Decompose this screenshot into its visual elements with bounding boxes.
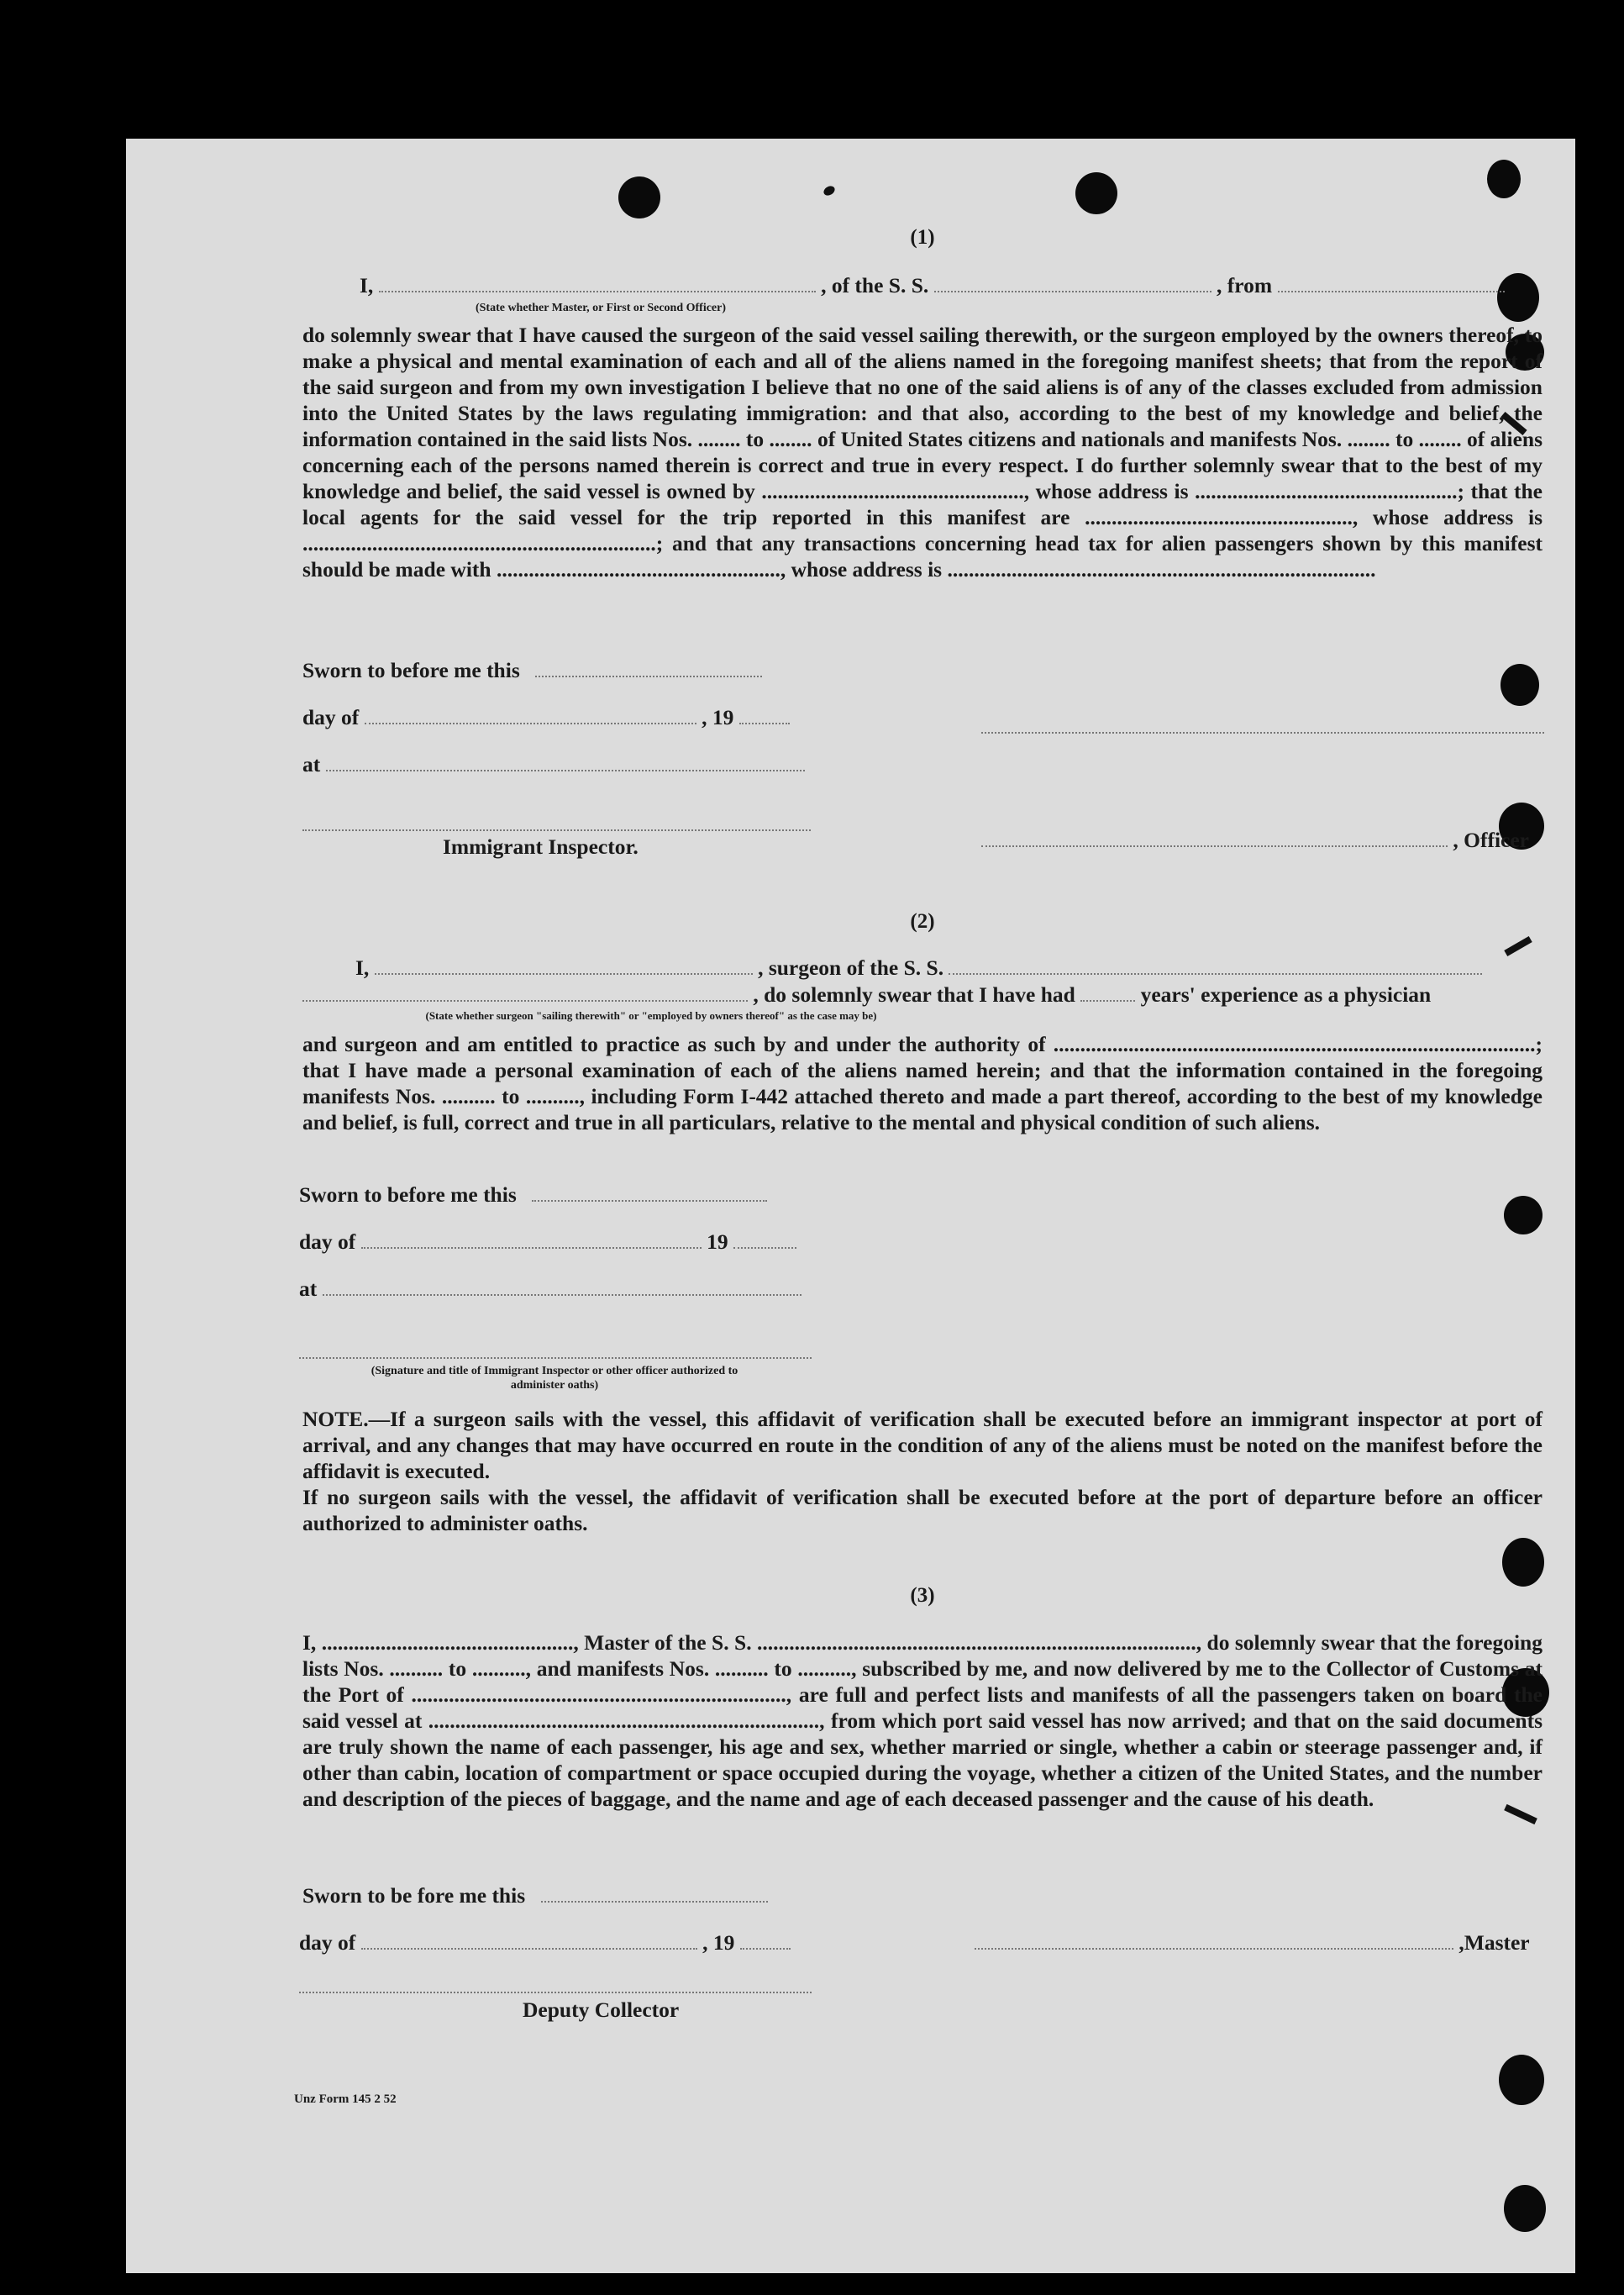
blank-line [541,1900,768,1903]
blank-line [949,972,1482,975]
text: , 19 [702,1930,735,1955]
blank-line [326,769,805,771]
text: , of the S. S. [821,273,929,297]
text: at [299,1276,318,1301]
section-2-caption: (State whether surgeon "sailing therewith" or "employed by owners thereof" as the case may be) [425,1009,877,1022]
section-1-header-line [302,273,1505,298]
at-line-1 [302,752,805,777]
punch-hole [1504,2185,1546,2232]
at-line-2 [299,1276,801,1302]
text: day of [299,1930,356,1955]
blank-line [365,722,696,724]
text: day of [302,705,360,729]
signature-line [981,732,1544,734]
master-line [975,1930,1530,1955]
blank-line [379,290,816,292]
section-2-line-1 [302,955,1482,981]
document-page [126,139,1575,2273]
section-3-text: I, ..............................................., Master of the S. S. .................................................................................., do solemnly swear that the foregoing lists Nos. .......... to .........., and manifests Nos. .......... to .........., subscribed by me, and now delivered by me to the Collector of Customs at the Port of ......................................................................, are full and perfect lists and manifests of all the passengers taken on board the said vessel at ........................................................................., from which port said vessel has now arrived; and that on the said documents are truly shown the name of each passenger, his age and sex, whether married or single, whether a cabin or steerage passenger and, if other than cabin, location of compartment or space occupied during the voyage, whether a citizen of the United States, and the number and description of the pieces of baggage, and the name and age of each deceased passenger and the cause of his death. [302,1630,1543,1811]
text: Sworn to before me this [302,658,520,682]
text: Sworn to be fore me this [302,1883,526,1908]
blank-line [375,972,753,975]
text: , 19 [702,705,734,729]
text: I, [360,273,374,297]
inspector-signature-line [302,829,811,831]
section-3-body [302,1629,1543,1812]
ink-mark [822,184,836,197]
sworn-line-2 [299,1182,767,1208]
text: ,Master [1458,1930,1530,1955]
section-1-caption: (State whether Master, or First or Second Officer) [475,302,727,314]
note-block [302,1406,1543,1536]
section-2-text: and surgeon and am entitled to practice as such by and under the authority of ..........................................................................................; that I have made a personal examination of each of the aliens named herein; and that the information contained in the foregoing manifests Nos. .......... to .........., including Form I-442 attached thereto and made a part thereof, according to the best of my knowledge and belief, is full, correct and true in all particulars, relative to the mental and physical condition of such aliens. [302,1032,1543,1134]
text: , from [1217,273,1273,297]
blank-line [981,845,1448,847]
blank-line [323,1293,801,1296]
sworn-line-3 [302,1883,768,1908]
ink-mark [1504,936,1532,956]
deputy-signature-line [299,1992,812,1993]
text: day of [299,1229,356,1254]
day-of-line-1 [302,705,790,730]
text: at [302,752,321,776]
officer-line [981,828,1529,853]
blank-line [302,999,748,1002]
form-id: Unz Form 145 2 52 [294,2092,397,2106]
blank-line [361,1947,697,1950]
punch-hole [1500,664,1539,706]
day-of-line-3 [299,1930,791,1955]
section-2-number: (2) [910,910,935,933]
text: , Officer [1453,828,1529,852]
blank-line [739,722,790,724]
sworn-line-1 [302,658,762,683]
text: I, [355,955,370,980]
blank-line [1278,290,1505,292]
blank-line [361,1246,702,1249]
text: 19 [707,1229,728,1254]
blank-line [934,290,1211,292]
section-1-number: (1) [910,226,935,249]
signature-caption: (Signature and title of Immigrant Inspector or other officer authorized to administer oaths) [371,1365,738,1392]
blank-line [733,1246,796,1249]
blank-line [535,675,762,677]
text: , do solemnly swear that I have had [753,982,1075,1007]
blank-line [532,1199,767,1202]
section-2-body [302,1031,1543,1135]
section-1-text: do solemnly swear that I have caused the surgeon of the said vessel sailing therewith, or the surgeon employed by the owners thereof, to make a physical and mental examination of each and all of the aliens named in the foregoing manifest sheets; that from the report of the said surgeon and from my own investigation I believe that no one of the said aliens is of any of the classes excluded from admission into the United States by the laws regulating immigration: and that also, according to the best of my knowledge and belief, the information contained in the said lists Nos. ........ to ........ of United States citizens and nationals and manifests Nos. ........ to ........ of aliens concerning each of the persons named therein is correct and true in every respect. I do further solemnly swear that to the best of my knowledge and belief, the said vessel is owned by ................................................., whose address is .................................................; that the local agents for the said vessel for the trip reported in this manifest are .................................................., whose address is ..................................................................; and that any transactions concerning head tax for alien passengers shown by this manifest should be made with ....................................................., whose address is ................................................................................ [302,323,1543,582]
punch-hole [1502,1538,1544,1587]
note-paragraph-2: If no surgeon sails with the vessel, the affidavit of verification shall be executed before at the port of departure before an officer authorized to administer oaths. [302,1485,1543,1535]
deputy-label: Deputy Collector [523,1998,680,2022]
punch-hole [1504,1196,1543,1234]
punch-hole [1075,172,1117,214]
punch-hole [1487,160,1521,198]
blank-line [740,1947,791,1950]
inspector-label: Immigrant Inspector. [443,834,639,859]
blank-line [975,1947,1453,1950]
punch-hole [1499,2055,1544,2105]
inspector-signature-line-2 [299,1357,812,1359]
text: years' experience as a physician [1140,982,1432,1007]
note-paragraph-1: NOTE.—If a surgeon sails with the vessel, this affidavit of verification shall be executed before an immigrant inspector at port of arrival, and any changes that may have occurred en route in the condition of any of the aliens must be noted on the manifest before the affidavit is executed. [302,1407,1543,1483]
section-3-number: (3) [910,1584,935,1607]
day-of-line-2 [299,1229,796,1255]
section-2-line-2 [302,982,1431,1008]
punch-hole [618,176,660,218]
section-1-body [302,322,1543,582]
blank-line [1080,999,1135,1002]
text: Sworn to before me this [299,1182,517,1207]
text: , surgeon of the S. S. [758,955,944,980]
